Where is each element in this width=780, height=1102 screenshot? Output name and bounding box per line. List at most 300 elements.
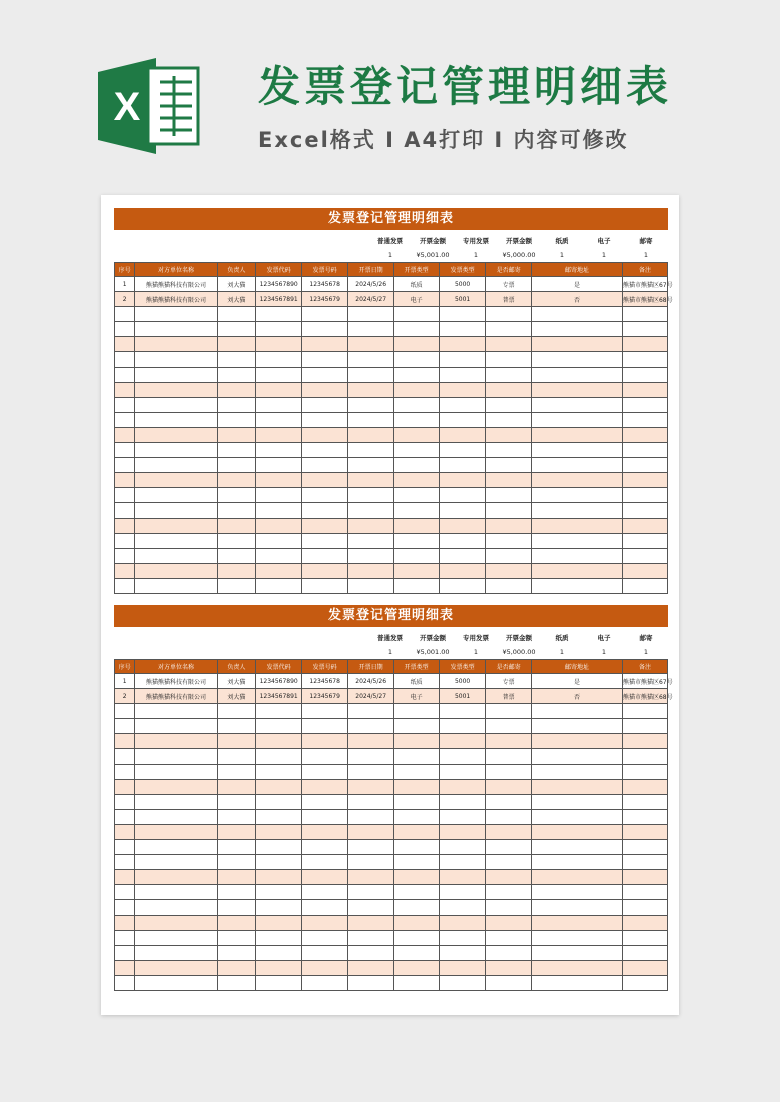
table-cell[interactable]: 刘大猫 xyxy=(217,292,256,307)
table-cell[interactable] xyxy=(135,322,217,337)
table-cell[interactable]: 2024/5/26 xyxy=(348,674,394,689)
table-cell[interactable] xyxy=(115,779,135,794)
table-cell[interactable] xyxy=(348,779,394,794)
table-cell[interactable] xyxy=(440,397,486,412)
table-cell[interactable] xyxy=(440,322,486,337)
table-cell[interactable] xyxy=(115,443,135,458)
table-cell[interactable] xyxy=(532,870,623,885)
table-cell[interactable] xyxy=(622,382,667,397)
table-cell[interactable]: 普票 xyxy=(486,292,532,307)
column-header[interactable]: 发票代码 xyxy=(256,263,302,277)
table-cell[interactable] xyxy=(135,488,217,503)
table-cell[interactable] xyxy=(348,412,394,427)
table-cell[interactable] xyxy=(622,960,667,975)
table-cell[interactable] xyxy=(622,749,667,764)
table-cell[interactable] xyxy=(622,307,667,322)
table-cell[interactable] xyxy=(135,719,217,734)
table-cell[interactable] xyxy=(115,975,135,990)
table-cell[interactable] xyxy=(622,518,667,533)
table-cell[interactable] xyxy=(622,915,667,930)
table-cell[interactable] xyxy=(302,503,348,518)
table-cell[interactable] xyxy=(348,824,394,839)
table-cell[interactable] xyxy=(217,503,256,518)
table-cell[interactable] xyxy=(394,578,440,593)
table-cell[interactable] xyxy=(256,885,302,900)
table-cell[interactable] xyxy=(486,352,532,367)
table-cell[interactable] xyxy=(486,503,532,518)
table-cell[interactable] xyxy=(440,488,486,503)
table-cell[interactable] xyxy=(135,503,217,518)
table-cell[interactable] xyxy=(440,840,486,855)
table-cell[interactable] xyxy=(486,900,532,915)
table-cell[interactable] xyxy=(394,900,440,915)
table-cell[interactable] xyxy=(256,779,302,794)
table-cell[interactable] xyxy=(135,397,217,412)
table-cell[interactable] xyxy=(217,855,256,870)
table-cell[interactable]: 熊猫市熊猫区67号 xyxy=(622,674,667,689)
table-cell[interactable] xyxy=(394,337,440,352)
table-cell[interactable]: 1 xyxy=(115,674,135,689)
table-cell[interactable] xyxy=(217,734,256,749)
table-cell[interactable] xyxy=(256,412,302,427)
table-cell[interactable] xyxy=(532,443,623,458)
table-cell[interactable]: 1234567891 xyxy=(256,292,302,307)
table-cell[interactable]: 1234567891 xyxy=(256,689,302,704)
table-cell[interactable]: 普票 xyxy=(486,689,532,704)
table-cell[interactable] xyxy=(115,473,135,488)
table-cell[interactable] xyxy=(394,458,440,473)
table-cell[interactable] xyxy=(532,764,623,779)
table-cell[interactable] xyxy=(302,960,348,975)
table-cell[interactable] xyxy=(348,719,394,734)
table-cell[interactable] xyxy=(440,749,486,764)
table-cell[interactable] xyxy=(440,563,486,578)
table-cell[interactable] xyxy=(302,488,348,503)
table-cell[interactable]: 12345679 xyxy=(302,292,348,307)
table-cell[interactable] xyxy=(348,855,394,870)
table-cell[interactable] xyxy=(440,307,486,322)
table-cell[interactable] xyxy=(622,855,667,870)
table-cell[interactable] xyxy=(302,443,348,458)
table-cell[interactable] xyxy=(532,337,623,352)
table-cell[interactable] xyxy=(348,704,394,719)
table-cell[interactable]: 专票 xyxy=(486,674,532,689)
table-cell[interactable] xyxy=(394,809,440,824)
table-cell[interactable] xyxy=(622,337,667,352)
table-cell[interactable] xyxy=(440,352,486,367)
table-cell[interactable] xyxy=(532,548,623,563)
table-cell[interactable] xyxy=(440,533,486,548)
table-cell[interactable]: 2 xyxy=(115,292,135,307)
table-cell[interactable] xyxy=(302,975,348,990)
table-cell[interactable] xyxy=(394,382,440,397)
column-header[interactable]: 开票类型 xyxy=(394,263,440,277)
table-cell[interactable] xyxy=(115,704,135,719)
table-cell[interactable] xyxy=(217,794,256,809)
table-cell[interactable] xyxy=(440,704,486,719)
table-cell[interactable] xyxy=(135,382,217,397)
table-cell[interactable] xyxy=(394,563,440,578)
table-cell[interactable] xyxy=(256,900,302,915)
table-cell[interactable] xyxy=(348,533,394,548)
table-cell[interactable] xyxy=(394,704,440,719)
table-cell[interactable] xyxy=(115,578,135,593)
table-cell[interactable] xyxy=(622,704,667,719)
table-cell[interactable] xyxy=(622,503,667,518)
table-cell[interactable] xyxy=(217,563,256,578)
table-cell[interactable] xyxy=(135,855,217,870)
table-cell[interactable] xyxy=(256,870,302,885)
table-cell[interactable] xyxy=(302,824,348,839)
table-cell[interactable] xyxy=(135,533,217,548)
table-cell[interactable] xyxy=(348,427,394,442)
table-cell[interactable] xyxy=(394,503,440,518)
table-cell[interactable] xyxy=(115,960,135,975)
table-cell[interactable]: 刘大猫 xyxy=(217,689,256,704)
table-cell[interactable] xyxy=(532,488,623,503)
table-cell[interactable] xyxy=(486,945,532,960)
table-cell[interactable]: 电子 xyxy=(394,689,440,704)
table-cell[interactable] xyxy=(486,533,532,548)
table-cell[interactable] xyxy=(302,794,348,809)
table-cell[interactable] xyxy=(532,704,623,719)
table-cell[interactable] xyxy=(256,563,302,578)
table-cell[interactable] xyxy=(348,352,394,367)
table-cell[interactable] xyxy=(256,915,302,930)
table-cell[interactable] xyxy=(256,548,302,563)
table-cell[interactable] xyxy=(302,382,348,397)
table-cell[interactable] xyxy=(394,307,440,322)
table-cell[interactable] xyxy=(217,322,256,337)
table-cell[interactable] xyxy=(348,945,394,960)
table-cell[interactable] xyxy=(115,885,135,900)
table-cell[interactable] xyxy=(217,764,256,779)
table-cell[interactable] xyxy=(394,764,440,779)
table-cell[interactable]: 否 xyxy=(532,292,623,307)
table-cell[interactable] xyxy=(622,824,667,839)
table-cell[interactable] xyxy=(532,533,623,548)
table-cell[interactable] xyxy=(394,930,440,945)
table-cell[interactable] xyxy=(622,764,667,779)
table-cell[interactable] xyxy=(217,824,256,839)
table-cell[interactable] xyxy=(394,548,440,563)
table-cell[interactable] xyxy=(532,307,623,322)
table-cell[interactable] xyxy=(135,548,217,563)
table-cell[interactable] xyxy=(256,533,302,548)
table-cell[interactable] xyxy=(348,734,394,749)
table-cell[interactable] xyxy=(394,734,440,749)
table-cell[interactable] xyxy=(486,975,532,990)
table-cell[interactable] xyxy=(348,960,394,975)
table-cell[interactable] xyxy=(256,734,302,749)
table-cell[interactable] xyxy=(394,824,440,839)
table-cell[interactable] xyxy=(135,734,217,749)
column-header[interactable]: 备注 xyxy=(622,263,667,277)
table-cell[interactable] xyxy=(256,855,302,870)
table-cell[interactable] xyxy=(302,352,348,367)
table-cell[interactable] xyxy=(256,473,302,488)
table-cell[interactable] xyxy=(348,930,394,945)
table-cell[interactable] xyxy=(348,382,394,397)
table-cell[interactable] xyxy=(256,719,302,734)
table-cell[interactable] xyxy=(486,322,532,337)
table-cell[interactable] xyxy=(622,900,667,915)
table-cell[interactable] xyxy=(622,443,667,458)
table-cell[interactable] xyxy=(302,307,348,322)
table-cell[interactable] xyxy=(135,307,217,322)
table-cell[interactable] xyxy=(394,794,440,809)
table-cell[interactable] xyxy=(486,382,532,397)
table-cell[interactable] xyxy=(532,855,623,870)
table-cell[interactable] xyxy=(256,397,302,412)
table-cell[interactable] xyxy=(486,809,532,824)
table-cell[interactable] xyxy=(115,855,135,870)
table-cell[interactable] xyxy=(115,794,135,809)
table-cell[interactable] xyxy=(622,734,667,749)
table-cell[interactable] xyxy=(302,764,348,779)
table-cell[interactable]: 是 xyxy=(532,674,623,689)
table-cell[interactable] xyxy=(440,548,486,563)
table-cell[interactable] xyxy=(394,427,440,442)
table-cell[interactable] xyxy=(486,794,532,809)
table-cell[interactable] xyxy=(217,518,256,533)
table-cell[interactable] xyxy=(622,779,667,794)
table-cell[interactable]: 1234567890 xyxy=(256,674,302,689)
table-cell[interactable] xyxy=(135,563,217,578)
table-cell[interactable] xyxy=(115,533,135,548)
table-cell[interactable] xyxy=(302,337,348,352)
table-cell[interactable] xyxy=(394,352,440,367)
table-cell[interactable] xyxy=(532,824,623,839)
table-cell[interactable] xyxy=(302,915,348,930)
table-cell[interactable] xyxy=(256,322,302,337)
table-cell[interactable] xyxy=(256,307,302,322)
table-cell[interactable] xyxy=(115,945,135,960)
table-cell[interactable] xyxy=(256,960,302,975)
table-cell[interactable] xyxy=(440,764,486,779)
table-cell[interactable] xyxy=(115,809,135,824)
column-header[interactable]: 发票号码 xyxy=(302,660,348,674)
table-cell[interactable] xyxy=(622,473,667,488)
table-cell[interactable] xyxy=(532,930,623,945)
table-cell[interactable] xyxy=(217,307,256,322)
table-cell[interactable]: 刘大猫 xyxy=(217,674,256,689)
table-cell[interactable] xyxy=(135,975,217,990)
table-cell[interactable] xyxy=(532,397,623,412)
table-cell[interactable] xyxy=(486,488,532,503)
table-cell[interactable] xyxy=(394,518,440,533)
table-cell[interactable] xyxy=(440,337,486,352)
table-cell[interactable] xyxy=(135,794,217,809)
table-cell[interactable] xyxy=(532,382,623,397)
table-cell[interactable] xyxy=(256,352,302,367)
table-cell[interactable] xyxy=(135,824,217,839)
table-cell[interactable] xyxy=(440,975,486,990)
table-cell[interactable] xyxy=(394,870,440,885)
table-cell[interactable] xyxy=(532,427,623,442)
table-cell[interactable]: 专票 xyxy=(486,277,532,292)
table-cell[interactable] xyxy=(302,840,348,855)
table-cell[interactable] xyxy=(486,307,532,322)
table-cell[interactable] xyxy=(135,960,217,975)
table-cell[interactable]: 刘大猫 xyxy=(217,277,256,292)
table-cell[interactable] xyxy=(440,930,486,945)
table-cell[interactable] xyxy=(440,443,486,458)
table-cell[interactable] xyxy=(256,824,302,839)
column-header[interactable]: 开票日期 xyxy=(348,263,394,277)
table-cell[interactable]: 5000 xyxy=(440,674,486,689)
table-cell[interactable]: 熊猫熊猫科技有限公司 xyxy=(135,292,217,307)
table-cell[interactable] xyxy=(348,840,394,855)
table-cell[interactable] xyxy=(302,397,348,412)
table-cell[interactable] xyxy=(135,885,217,900)
table-cell[interactable]: 熊猫市熊猫区67号 xyxy=(622,277,667,292)
column-header[interactable]: 负责人 xyxy=(217,263,256,277)
table-cell[interactable] xyxy=(302,734,348,749)
table-cell[interactable] xyxy=(135,412,217,427)
table-cell[interactable] xyxy=(256,337,302,352)
table-cell[interactable] xyxy=(440,915,486,930)
table-cell[interactable] xyxy=(217,337,256,352)
table-cell[interactable] xyxy=(115,734,135,749)
table-cell[interactable] xyxy=(217,809,256,824)
table-cell[interactable] xyxy=(348,548,394,563)
table-cell[interactable] xyxy=(115,352,135,367)
table-cell[interactable] xyxy=(622,458,667,473)
table-cell[interactable] xyxy=(217,488,256,503)
table-cell[interactable] xyxy=(302,458,348,473)
table-cell[interactable] xyxy=(302,945,348,960)
table-cell[interactable] xyxy=(440,794,486,809)
table-cell[interactable] xyxy=(115,915,135,930)
table-cell[interactable] xyxy=(440,900,486,915)
table-cell[interactable] xyxy=(532,734,623,749)
table-cell[interactable] xyxy=(532,473,623,488)
table-cell[interactable] xyxy=(135,473,217,488)
table-cell[interactable] xyxy=(115,503,135,518)
table-cell[interactable] xyxy=(217,443,256,458)
table-cell[interactable] xyxy=(622,322,667,337)
table-cell[interactable] xyxy=(486,704,532,719)
table-cell[interactable] xyxy=(394,855,440,870)
table-cell[interactable]: 2024/5/27 xyxy=(348,292,394,307)
table-cell[interactable] xyxy=(440,809,486,824)
table-cell[interactable] xyxy=(302,704,348,719)
column-header[interactable]: 序号 xyxy=(115,660,135,674)
table-cell[interactable] xyxy=(302,427,348,442)
table-cell[interactable] xyxy=(135,518,217,533)
table-cell[interactable] xyxy=(302,412,348,427)
table-cell[interactable] xyxy=(622,870,667,885)
table-cell[interactable]: 熊猫市熊猫区68号 xyxy=(622,689,667,704)
table-cell[interactable] xyxy=(532,503,623,518)
table-cell[interactable] xyxy=(217,870,256,885)
column-header[interactable]: 备注 xyxy=(622,660,667,674)
table-cell[interactable] xyxy=(256,945,302,960)
table-cell[interactable] xyxy=(135,704,217,719)
table-cell[interactable] xyxy=(217,533,256,548)
table-cell[interactable] xyxy=(217,473,256,488)
table-cell[interactable]: 12345678 xyxy=(302,277,348,292)
table-cell[interactable] xyxy=(135,915,217,930)
table-cell[interactable] xyxy=(348,337,394,352)
table-cell[interactable] xyxy=(302,885,348,900)
table-cell[interactable] xyxy=(486,397,532,412)
table-cell[interactable] xyxy=(135,930,217,945)
table-cell[interactable] xyxy=(622,548,667,563)
table-cell[interactable] xyxy=(394,367,440,382)
table-cell[interactable] xyxy=(348,975,394,990)
table-cell[interactable] xyxy=(394,443,440,458)
table-cell[interactable] xyxy=(486,749,532,764)
table-cell[interactable] xyxy=(348,563,394,578)
table-cell[interactable]: 2024/5/27 xyxy=(348,689,394,704)
table-cell[interactable] xyxy=(217,885,256,900)
table-cell[interactable] xyxy=(115,840,135,855)
table-cell[interactable] xyxy=(115,900,135,915)
table-cell[interactable] xyxy=(115,412,135,427)
table-cell[interactable] xyxy=(394,397,440,412)
table-cell[interactable] xyxy=(486,885,532,900)
table-cell[interactable]: 熊猫市熊猫区68号 xyxy=(622,292,667,307)
table-cell[interactable] xyxy=(486,824,532,839)
table-cell[interactable] xyxy=(486,734,532,749)
table-cell[interactable] xyxy=(115,563,135,578)
table-cell[interactable] xyxy=(256,749,302,764)
table-cell[interactable] xyxy=(486,473,532,488)
table-cell[interactable] xyxy=(486,337,532,352)
table-cell[interactable] xyxy=(486,548,532,563)
table-cell[interactable] xyxy=(532,794,623,809)
table-cell[interactable] xyxy=(135,809,217,824)
table-cell[interactable] xyxy=(348,809,394,824)
table-cell[interactable] xyxy=(302,749,348,764)
table-cell[interactable] xyxy=(440,719,486,734)
table-cell[interactable] xyxy=(135,352,217,367)
table-cell[interactable] xyxy=(622,578,667,593)
table-cell[interactable] xyxy=(302,779,348,794)
table-cell[interactable] xyxy=(622,975,667,990)
table-cell[interactable] xyxy=(532,779,623,794)
table-cell[interactable] xyxy=(532,563,623,578)
table-cell[interactable] xyxy=(532,578,623,593)
table-cell[interactable] xyxy=(486,719,532,734)
table-cell[interactable] xyxy=(217,352,256,367)
column-header[interactable]: 序号 xyxy=(115,263,135,277)
table-cell[interactable] xyxy=(115,488,135,503)
table-cell[interactable] xyxy=(256,367,302,382)
table-cell[interactable] xyxy=(532,412,623,427)
table-cell[interactable] xyxy=(217,915,256,930)
table-cell[interactable] xyxy=(348,749,394,764)
table-cell[interactable] xyxy=(532,960,623,975)
table-cell[interactable] xyxy=(348,794,394,809)
table-cell[interactable] xyxy=(486,458,532,473)
table-cell[interactable] xyxy=(486,412,532,427)
table-cell[interactable] xyxy=(135,337,217,352)
table-cell[interactable] xyxy=(348,397,394,412)
table-cell[interactable] xyxy=(486,563,532,578)
table-cell[interactable] xyxy=(532,900,623,915)
table-cell[interactable]: 纸质 xyxy=(394,674,440,689)
table-cell[interactable] xyxy=(217,427,256,442)
table-cell[interactable]: 5000 xyxy=(440,277,486,292)
column-header[interactable]: 对方单位名称 xyxy=(135,660,217,674)
table-cell[interactable] xyxy=(440,779,486,794)
table-cell[interactable] xyxy=(532,352,623,367)
column-header[interactable]: 负责人 xyxy=(217,660,256,674)
table-cell[interactable] xyxy=(135,443,217,458)
